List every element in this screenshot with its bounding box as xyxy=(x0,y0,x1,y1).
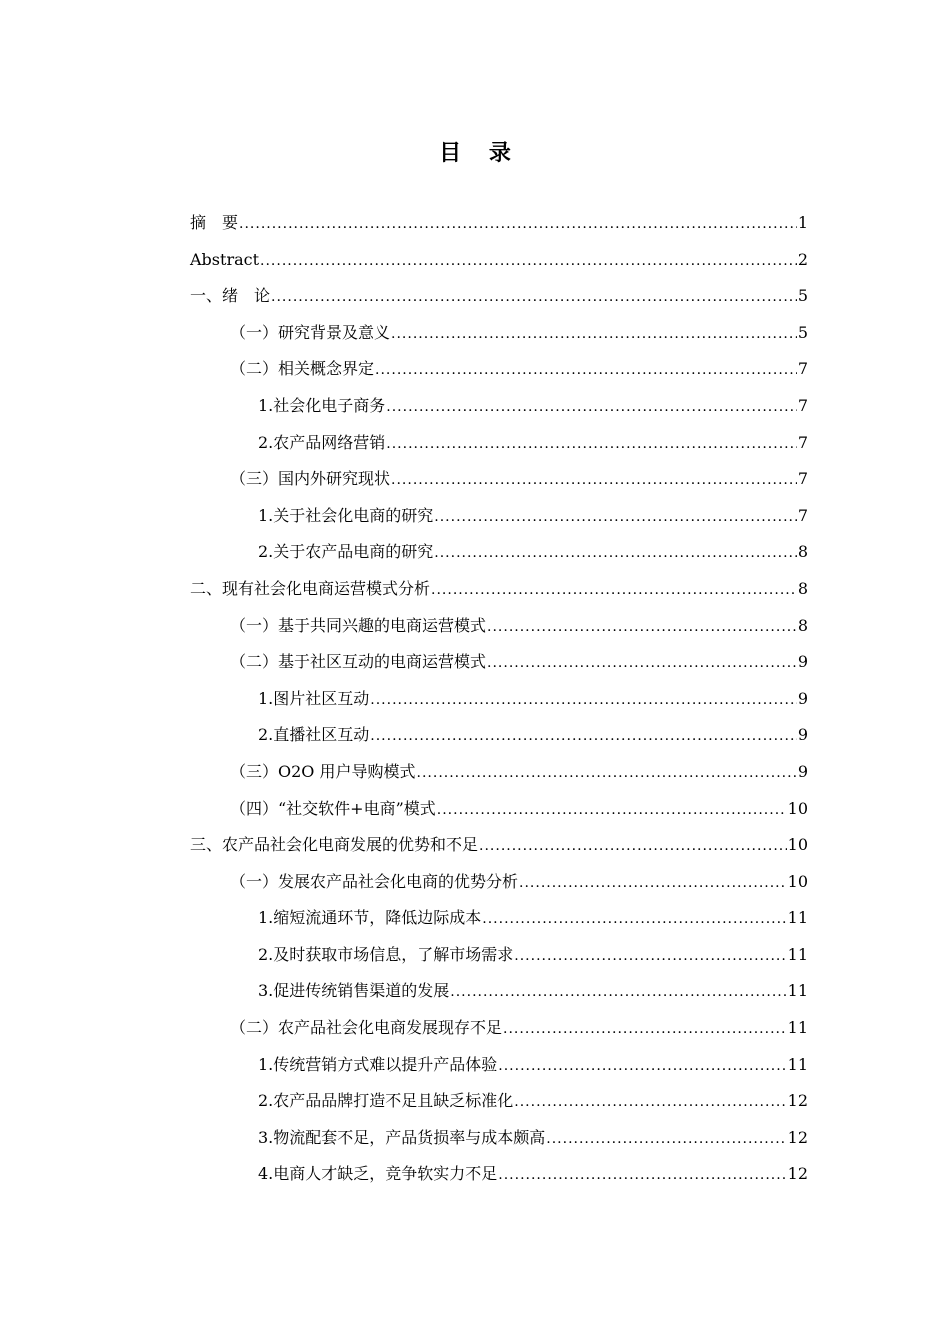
toc-page-number: 11 xyxy=(787,981,808,1001)
toc-leader-dots xyxy=(498,1157,786,1194)
toc-entry[interactable] xyxy=(190,498,808,535)
toc-leader-dots xyxy=(546,1121,786,1158)
toc-leader-dots xyxy=(386,389,797,426)
toc-entry[interactable] xyxy=(190,315,808,352)
toc-leader-dots xyxy=(260,243,797,280)
toc-leader-dots xyxy=(370,682,797,719)
toc-page-number: 10 xyxy=(787,835,808,855)
toc-entry-text: （一）基于共同兴趣的电商运营模式 xyxy=(230,615,487,635)
toc-entry-text: （一）研究背景及意义 xyxy=(230,322,391,342)
toc-page-number: 11 xyxy=(787,1018,808,1038)
toc-entry[interactable] xyxy=(190,1083,808,1120)
toc-entry[interactable] xyxy=(190,242,808,279)
toc-entry-text: 2.关于农产品电商的研究 xyxy=(258,542,434,562)
toc-entry[interactable] xyxy=(190,571,808,608)
toc-entry[interactable] xyxy=(190,864,808,901)
toc-entry-text: 4.电商人才缺乏，竞争软实力不足 xyxy=(258,1164,498,1184)
toc-entry-text: 三、农产品社会化电商发展的优势和不足 xyxy=(190,835,479,855)
toc-leader-dots xyxy=(391,462,797,499)
toc-leader-dots xyxy=(391,316,797,353)
toc-entry[interactable] xyxy=(190,278,808,315)
toc-page-number: 8 xyxy=(797,578,808,598)
toc-leader-dots xyxy=(514,938,786,975)
toc-entry[interactable] xyxy=(190,205,808,242)
toc-leader-dots xyxy=(498,1048,786,1085)
toc-entry-text: 3.促进传统销售渠道的发展 xyxy=(258,981,450,1001)
toc-page-number: 7 xyxy=(797,469,808,489)
toc-entry[interactable] xyxy=(190,1120,808,1157)
toc-leader-dots xyxy=(434,499,797,536)
toc-leader-dots xyxy=(519,865,787,902)
toc-entry-text: （四）“社交软件+电商”模式 xyxy=(230,798,436,818)
toc-page-number: 9 xyxy=(797,725,808,745)
toc-entry-text: 3.物流配套不足，产品货损率与成本颇高 xyxy=(258,1127,546,1147)
toc-entry-text: 2.及时获取市场信息，了解市场需求 xyxy=(258,944,514,964)
toc-entry-text: 1.传统营销方式难以提升产品体验 xyxy=(258,1054,498,1074)
toc-leader-dots xyxy=(514,1084,786,1121)
toc-leader-dots xyxy=(437,792,787,829)
toc-entry-text: （二）农产品社会化电商发展现存不足 xyxy=(230,1018,503,1038)
toc-entry[interactable] xyxy=(190,608,808,645)
toc-page-number: 11 xyxy=(787,944,808,964)
toc-leader-dots xyxy=(482,901,786,938)
toc-page-number: 9 xyxy=(797,761,808,781)
toc-entry-text: Abstract xyxy=(190,249,260,269)
toc-page-number: 7 xyxy=(797,395,808,415)
toc-entry-text: 摘 要 xyxy=(190,213,239,232)
toc-page-number: 5 xyxy=(797,286,808,306)
toc-page-number: 1 xyxy=(797,213,808,232)
toc-entry[interactable] xyxy=(190,827,808,864)
toc-entry[interactable] xyxy=(190,461,808,498)
toc-leader-dots xyxy=(487,645,797,682)
toc-entry-text: （三）国内外研究现状 xyxy=(230,469,391,489)
toc-page-number: 11 xyxy=(787,1054,808,1074)
toc-page-number: 5 xyxy=(797,322,808,342)
toc-entry-text: 1.图片社区互动 xyxy=(258,688,370,708)
toc-leader-dots xyxy=(271,279,797,316)
toc-leader-dots xyxy=(434,535,797,572)
toc-entry-text: （二）相关概念界定 xyxy=(230,359,375,379)
toc-entry[interactable] xyxy=(190,644,808,681)
toc-page-number: 9 xyxy=(797,688,808,708)
toc-entry[interactable] xyxy=(190,900,808,937)
toc-entry[interactable] xyxy=(190,351,808,388)
toc-leader-dots xyxy=(375,352,797,389)
toc-page-number: 7 xyxy=(797,432,808,452)
toc-entry-text: 2.农产品网络营销 xyxy=(258,432,386,452)
toc-page-number: 8 xyxy=(797,615,808,635)
toc-entry[interactable] xyxy=(190,1047,808,1084)
toc-list xyxy=(190,205,808,1193)
toc-leader-dots xyxy=(417,755,797,792)
toc-entry[interactable] xyxy=(190,937,808,974)
toc-leader-dots xyxy=(239,206,797,243)
toc-page-number: 7 xyxy=(797,359,808,379)
toc-entry-text: （一）发展农产品社会化电商的优势分析 xyxy=(230,871,519,891)
toc-leader-dots xyxy=(503,1011,787,1048)
toc-title: 目 录 xyxy=(439,140,521,166)
toc-leader-dots xyxy=(386,426,797,463)
toc-entry-text: 二、现有社会化电商运营模式分析 xyxy=(190,578,431,598)
toc-entry[interactable] xyxy=(190,973,808,1010)
toc-page-number: 10 xyxy=(787,798,808,818)
toc-page-number: 2 xyxy=(797,249,808,269)
toc-entry[interactable] xyxy=(190,1010,808,1047)
toc-leader-dots xyxy=(450,974,786,1011)
toc-entry[interactable] xyxy=(190,425,808,462)
toc-entry-text: 1.关于社会化电商的研究 xyxy=(258,505,434,525)
toc-entry[interactable] xyxy=(190,1156,808,1193)
toc-leader-dots xyxy=(479,828,787,865)
toc-entry[interactable] xyxy=(190,791,808,828)
toc-leader-dots xyxy=(370,718,797,755)
toc-entry[interactable] xyxy=(190,717,808,754)
toc-leader-dots xyxy=(487,609,797,646)
toc-page-number: 12 xyxy=(787,1127,808,1147)
toc-page-number: 12 xyxy=(787,1091,808,1111)
toc-page-number: 8 xyxy=(797,542,808,562)
toc-page-number: 10 xyxy=(787,871,808,891)
toc-page-number: 7 xyxy=(797,505,808,525)
toc-entry-text: 2.直播社区互动 xyxy=(258,725,370,745)
toc-entry-text: 1.社会化电子商务 xyxy=(258,395,386,415)
toc-entry[interactable] xyxy=(190,681,808,718)
toc-page-number: 12 xyxy=(787,1164,808,1184)
toc-entry-text: 一、绪 论 xyxy=(190,286,271,306)
toc-entry-text: （二）基于社区互动的电商运营模式 xyxy=(230,652,487,672)
toc-entry[interactable] xyxy=(190,388,808,425)
toc-leader-dots xyxy=(431,572,797,609)
toc-entry-text: （三）O2O 用户导购模式 xyxy=(230,761,416,781)
toc-entry-text: 2.农产品品牌打造不足且缺乏标准化 xyxy=(258,1091,514,1111)
toc-page-number: 11 xyxy=(787,908,808,928)
toc-entry[interactable] xyxy=(190,534,808,571)
toc-entry-text: 1.缩短流通环节，降低边际成本 xyxy=(258,908,482,928)
toc-page-number: 9 xyxy=(797,652,808,672)
toc-entry[interactable] xyxy=(190,754,808,791)
